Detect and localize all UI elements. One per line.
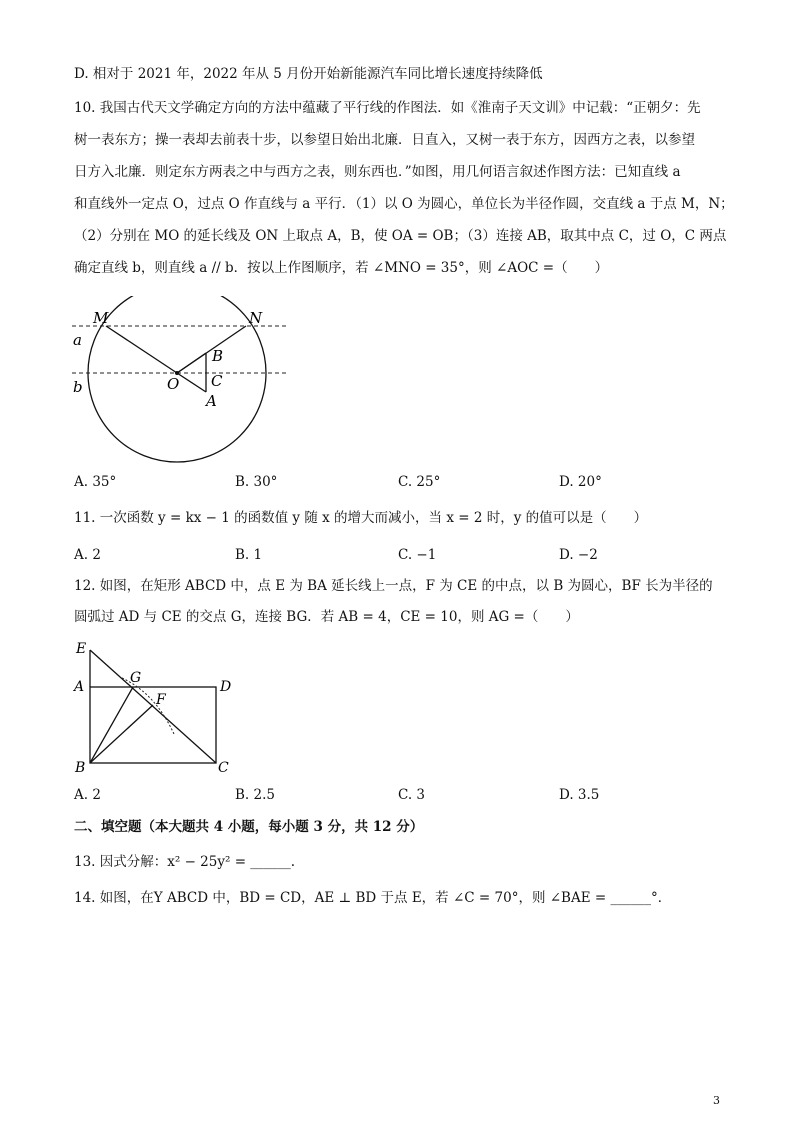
rectangle-abcd <box>90 687 216 763</box>
q12-line-1: 12. 如图，在矩形 ABCD 中，点 E 为 BA 延长线上一点，F 为 CE 的中点，以 B 为圆心，BF 长为半径的 <box>74 578 713 594</box>
segment-ob <box>177 353 206 373</box>
q11-option-c[interactable]: C. −1 <box>398 547 437 563</box>
label-d: D <box>220 679 232 695</box>
segment-mo <box>106 326 177 373</box>
label-c: C <box>218 760 229 776</box>
q10-option-b[interactable]: B. 30° <box>235 474 278 490</box>
q12-option-d[interactable]: D. 3.5 <box>559 787 600 803</box>
q10-line-5: （2）分别在 MO 的延长线及 ON 上取点 A，B，使 OA = OB；（3）连接 AB，取其中点 C，过 O，C 两点 <box>74 228 727 244</box>
page-number: 3 <box>713 1094 720 1107</box>
label-a-line: a <box>73 331 82 349</box>
segment-bg <box>90 687 133 763</box>
q11-text: 11. 一次函数 y = kx − 1 的函数值 y 随 x 的增大而减小，当 x = 2 时，y 的值可以是（ ） <box>74 510 648 526</box>
q10-option-c[interactable]: C. 25° <box>398 474 441 490</box>
label-b: B <box>75 760 86 776</box>
q12-option-c[interactable]: C. 3 <box>398 787 426 803</box>
q12-option-b[interactable]: B. 2.5 <box>235 787 275 803</box>
label-a: A <box>74 679 85 695</box>
label-g: G <box>130 670 142 686</box>
label-b-line: b <box>73 378 83 396</box>
q10-options <box>74 472 674 492</box>
q9-option-d: D. 相对于 2021 年，2022 年从 5 月份开始新能源汽车同比增长速度持续降低 <box>74 66 543 82</box>
q10-option-a[interactable]: A. 35° <box>74 474 117 490</box>
q11-options <box>74 545 674 565</box>
segment-bf <box>90 705 153 763</box>
q10-line-4: 和直线外一定点 O，过点 O 作直线与 a 平行．（1）以 O 为圆心，单位长为半径作圆，交直线 a 于点 M，N； <box>74 196 734 212</box>
q12-line-2: 圆弧过 AD 与 CE 的交点 G，连接 BG．若 AB = 4，CE = 10，则 AG =（ ） <box>74 609 579 625</box>
q12-options <box>74 785 674 805</box>
q10-figure <box>66 296 306 486</box>
q11-option-b[interactable]: B. 1 <box>235 547 263 563</box>
label-e: E <box>76 641 87 657</box>
q10-line-3: 日方入北廉．则定东方两表之中与西方之表，则东西也．”如图，用几何语言叙述作图方法：已知直线 a <box>74 164 681 180</box>
q12-figure <box>70 638 240 778</box>
label-n: N <box>249 309 263 327</box>
q14-text: 14. 如图，在Y ABCD 中，BD = CD，AE ⊥ BD 于点 E，若 ∠C = 70°，则 ∠BAE = ______°． <box>74 890 672 906</box>
label-m: M <box>93 309 109 327</box>
q10-line-2: 树一表东方；操一表却去前表十步，以参望日始出北廉．日直入，又树一表于东方，因西方之表，以参望 <box>74 132 695 148</box>
q11-option-a[interactable]: A. 2 <box>74 547 101 563</box>
label-o: O <box>167 375 180 393</box>
label-f: F <box>156 692 166 708</box>
q10-line-1: 10. 我国古代天文学确定方向的方法中蕴藏了平行线的作图法．如《淮南子天文训》中记载：“正朝夕：先 <box>74 100 701 116</box>
q11-option-d[interactable]: D. −2 <box>559 547 598 563</box>
q10-option-d[interactable]: D. 20° <box>559 474 602 490</box>
section-2-title: 二、填空题（本大题共 4 小题，每小题 3 分，共 12 分） <box>74 819 424 835</box>
q13-text: 13. 因式分解：x² − 25y² = ______. <box>74 854 296 870</box>
label-c: C <box>211 372 223 390</box>
label-a-point: A <box>206 392 217 410</box>
q12-option-a[interactable]: A. 2 <box>74 787 101 803</box>
q10-line-6: 确定直线 b，则直线 a // b．按以上作图顺序，若 ∠MNO = 35°，则 ∠AOC =（ ） <box>74 260 609 276</box>
label-b-point: B <box>212 347 224 365</box>
segment-oa <box>177 373 206 392</box>
